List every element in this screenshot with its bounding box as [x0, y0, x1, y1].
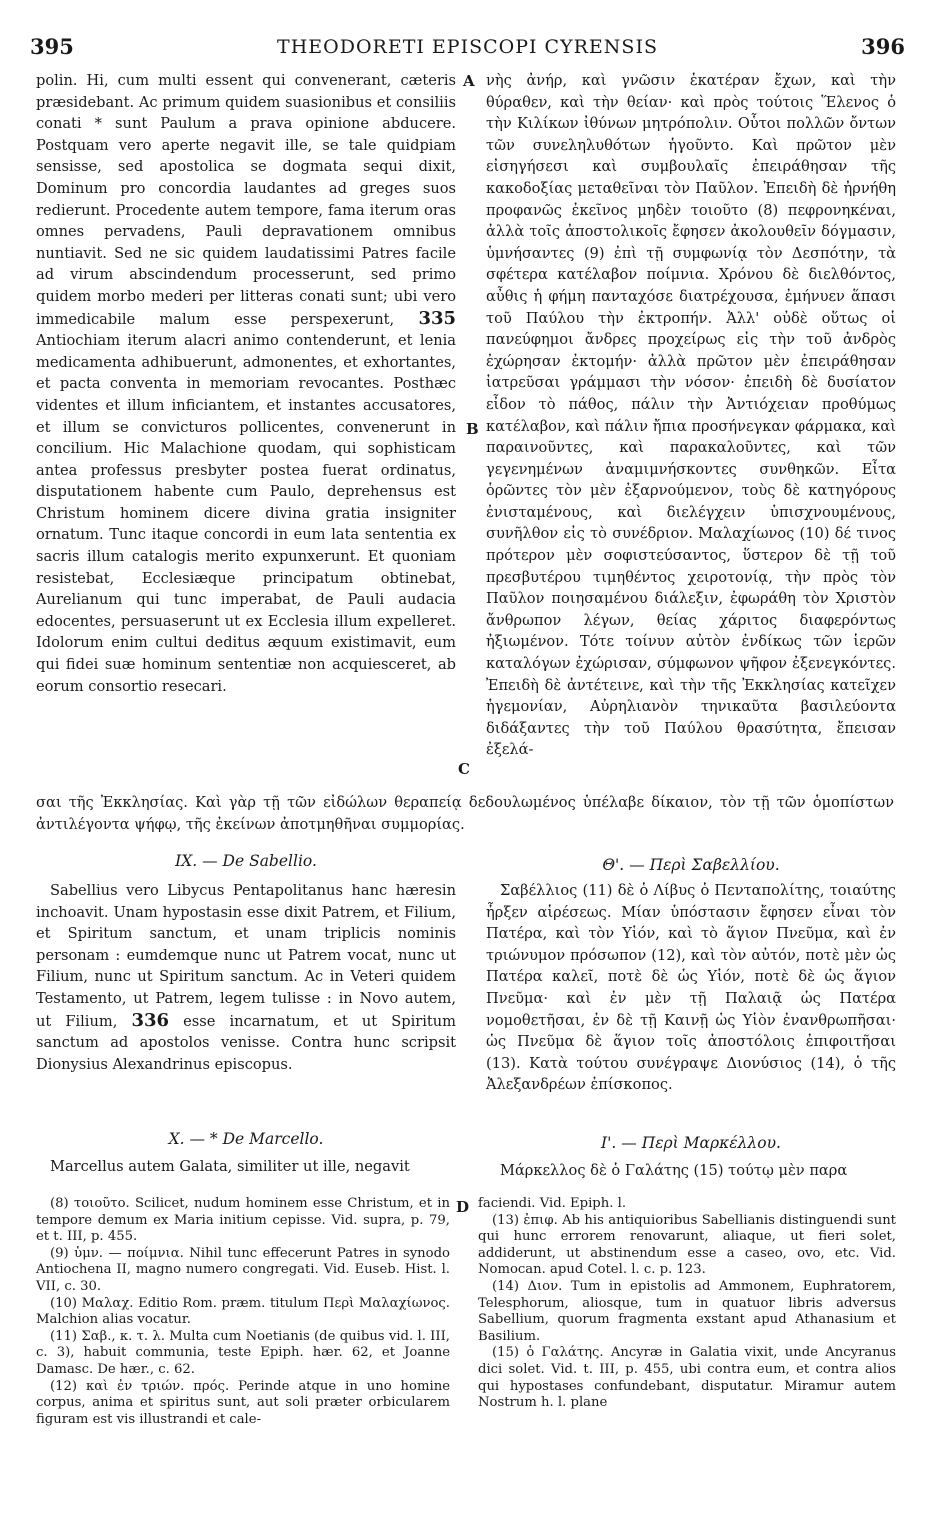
latin-main-text-1: polin. Hi, cum multi essent qui convenerant, cæteris præsidebant. Ac primum quidem suasionibus et consiliis conati * sunt Paulum a prava opinione abducere. Postquam vero aperte negavit ille, se tale quidpiam sensisse, sed apostolica se dogmata sequi dixit, Dominum pro concordia laudantes ad greges suos redierunt. Procedente autem tempore, fama iterum oras omnes pervadens, Pauli depravationem omnibus nuntiavit. Sed ne sic quidem laudatissimi Patres facile ad virum abscindendum processerunt, sed primo quidem morbo mederi per litteras conati sunt; ubi vero immedicabile malum esse perspexerunt, — [36, 72, 456, 328]
right-page-number: 396 — [861, 34, 905, 59]
latin-section-9-title: IX. — De Sabellio. — [175, 852, 317, 870]
running-title: THEODORETI EPISCOPI CYRENSIS — [277, 36, 658, 58]
footnote-11: (11) Σαβ., κ. τ. λ. Multa cum Noetianis (de quibus vid. l. III, c. 3), habuit communia, teste Epiph. hær. 62, et Joanne Damasc. De hær., c. 62. — [36, 1328, 450, 1377]
latin-main-text-2: Antiochiam iterum alacri animo contenderunt, et lenia medicamenta adhibuerunt, admonentes, et exhortantes, et pacta conventa in memoriam revocantes. Posthæc videntes et illum inficiantem, et instantes accusatores, et illum se convicturos pollicentes, convenerunt in concilium. Hic Malachione quodam, qui sophisticam antea professus presbyter postea fuerat ordinatus, disputationem habente cum Paulo, deprehensus est Christum hominem dicere divina gratia insigniter ornatum. Tunc itaque concordi in eum lata sententia ex sacris illum catalogis merito expunxerunt. Et quoniam resistebat, Ecclesiæque principatum obtinebat, Aurelianum qui tunc imperabat, de Pauli audacia edocentes, persuaserunt ut ex Ecclesia illum expelleret. Idolorum enim cultui deditus æquum existimavit, eum qui fidei suæ hominum sententiæ non acquiesceret, ab eorum consortio resecari. — [36, 332, 456, 695]
footnote-12: (12) καὶ ἐν τριών. πρός. Perinde atque in uno homine corpus, anima et spiritus sunt, aut soli præter orbicularem figuram est vis illustrandi et cale- — [36, 1378, 450, 1427]
latin-sabellius-paragraph: Sabellius vero Libycus Pentapolitanus hanc hæresin inchoavit. Unam hypostasin esse dixit Patrem, et Filium, et Spiritum sanctum, et unam triplicis nominis personam : eumdemque nunc ut Patrem vocat, nunc ut Filium, nunc ut Spiritum sanctum. Ac in Veteri quidem Testamento, ut Patrem, legem tulisse : in Novo autem, ut Filium, 336 esse incarnatum, et ut Spiritum sanctum ad apostolos venisse. Contra hunc scripsit Dionysius Alexandrinus episcopus. — [36, 882, 456, 1073]
column-marker-b: B — [466, 420, 479, 438]
latin-main-paragraph — [36, 70, 456, 697]
left-page-number: 395 — [30, 34, 74, 59]
page-header — [30, 34, 905, 64]
column-number-335: 335 — [418, 307, 457, 329]
greek-section-10-title: Ι'. — Περὶ Μαρκέλλου. — [601, 1134, 781, 1152]
footnotes-left — [36, 1196, 450, 1428]
column-number-336: 336 — [131, 1009, 170, 1031]
greek-section-9-title: Θ'. — Περὶ Σαβελλίου. — [602, 856, 780, 874]
latin-section-10-text: Marcellus autem Galata, similiter ut ille, negavit — [50, 1158, 410, 1175]
column-marker-a: A — [463, 72, 475, 90]
greek-main-column — [486, 70, 896, 761]
footnote-15: (15) ὁ Γαλάτης. Ancyræ in Galatia vixit, unde Ancyranus dici solet. Vid. t. III, p. 455, ubi contra eum, et contra alios qui hypostases confundebant, disputatur. Miramur autem Nostrum h. l. plane — [478, 1345, 896, 1411]
greek-section-9-text — [486, 880, 896, 1096]
footnote-12-continuation: faciendi. Vid. Epiph. l. — [478, 1196, 627, 1211]
footnote-8: (8) τοιοῦτο. Scilicet, nudum hominem esse Christum, et in tempore demum ex Maria initium cepisse. Vid. supra, p. 79, et t. III, p. 455. — [36, 1196, 450, 1245]
footnote-10: (10) Μαλαχ. Editio Rom. præm. titulum Περὶ Μαλαχίωνος. Malchion alias vocatur. — [36, 1295, 450, 1328]
greek-main-paragraph: νὴς ἀνήρ, καὶ γνῶσιν ἑκατέραν ἔχων, καὶ τὴν θύραθεν, καὶ τὴν θείαν· καὶ πρὸς τούτοις Ἕλενος ὁ τὴν Κιλίκων ἰθύνων μητρόπολιν. Οὗτοι πολλῶν ὄντων τῶν συνεληλυθότων ἡγοῦντο. Καὶ πρῶτον μὲν εἰσηγήσεσι καὶ συμβουλαῖς ἐπειράθησαν τῆς κακοδοξίας μεταθεῖναι τὸν Παῦλον. Ἐπειδὴ δὲ ἠρνήθη προφανῶς ἐκεῖνος μηδὲν τοιοῦτο (8) πεφρονηκέναι, ἀλλὰ τοῖς ἀποστολικοῖς ἔφησεν ἀκολουθεῖν δόγμασιν, ὑμνήσαντες (9) ἐπὶ τῇ συμφωνίᾳ τὸν Δεσπότην, τὰ σφέτερα κατέλαβον ποίμνια. Χρόνου δὲ διελθόντος, αὖθις ἡ φήμη πανταχόσε διατρέχουσα, ἐμήνυεν ἅπασι τοῦ Παύλου τὴν ἐκτροπήν. Ἀλλ' οὐδὲ οὕτως οἱ πανεύφημοι ἄνδρες προχείρως εἰς τὴν τοῦ ἀνδρὸς ἐχώρησαν ἐκτομήν· ἀλλὰ πρῶτον μὲν ἐπειράθησαν ἰατρεῦσαι γράμμασι τὴν νόσον· ἐπειδὴ δὲ δυσίατον εἶδον τὸ πάθος, πάλιν τὴν Ἀντιόχειαν προθύμως κατέλαβον, καὶ πάλιν ἤπια προσήνεγκαν φάρμακα, καὶ παραινοῦντες, καὶ παρακαλοῦντες, καὶ τῶν γεγενημένων ἀναμιμνήσκοντες συνθηκῶν. Εἶτα ὁρῶντες τὸν μὲν ἐξαρνούμενον, τοὺς δὲ κατηγόρους ἐνισταμένους, καὶ διελέγχειν ὑπισχνουμένους, συνῆλθον εἰς τὸ συνέδριον. Μαλαχίωνος (10) δέ τινος πρότερον μὲν σοφιστεύσαντος, ὕστερον δὲ τῇ τοῦ πρεσβυτέρου τιμηθέντος χειροτονίᾳ, τὴν πρὸς τὸν Παῦλον ποιησαμένου διάλεξιν, ἐφωράθη τὸν Χριστὸν ἄνθρωπον λέγων, θείας χάριτος διαφερόντως ἠξιωμένον. Τότε τοίνυν αὐτὸν ἐνδίκως τῶν ἱερῶν καταλόγων ἐχώρισαν, σύμφωνον ψῆφον ἐξενεγκόντες. Ἐπειδὴ δὲ ἀντέτεινε, καὶ τὴν τῆς Ἐκκλησίας κατεῖχεν ἡγεμονίαν, Αὐρηλιανὸν τηνικαῦτα βασιλεύοντα διδάξαντες τὴν τοῦ Παύλου θρασύτητα, ἔπεισαν ἐξελά- — [486, 72, 896, 759]
footnotes-right — [478, 1196, 896, 1412]
greek-continuation: σαι τῆς Ἐκκλησίας. Καὶ γὰρ τῇ τῶν εἰδώλων θεραπείᾳ δεδουλωμένος ὑπέλαβε δίκαιον, τὸν τῇ τῶν ὁμοπίστων ἀντιλέγοντα ψήφῳ, τῆς ἐκείνων ἀποτμηθῆναι συμμορίας. — [36, 794, 894, 833]
greek-sabellius-paragraph: Σαβέλλιος (11) δὲ ὁ Λίβυς ὁ Πενταπολίτης, τοιαύτης ἦρξεν αἱρέσεως. Μίαν ὑπόστασιν ἔφησεν εἶναι τὸν Πατέρα, καὶ τὸν Υἱόν, καὶ τὸ ἅγιον Πνεῦμα, καὶ ἐν τριώνυμον πρόσωπον (12), καὶ τὸν αὐτόν, ποτὲ μὲν ὡς Πατέρα καλεῖ, ποτὲ δὲ ὡς Υἱόν, ποτὲ δὲ ὡς ἅγιον Πνεῦμα· καὶ ἐν μὲν τῇ Παλαιᾷ ὡς Πατέρα νομοθετῆσαι, ἐν δὲ τῇ Καινῇ ὡς Υἱὸν ἐνανθρωπῆσαι· ὡς Πνεῦμα δὲ ἅγιον τοῖς ἀποστόλοις ἐπιφοιτῆσαι (13). Κατὰ τούτου συνέγραψε Διονύσιος (14), ὁ τῆς Ἀλεξανδρέων ἐπίσκοπος. — [486, 882, 896, 1094]
footnote-9: (9) ὑμν. — ποίμνια. Nihil tunc effecerunt Patres in synodo Antiochena II, magno numero congregati. Vid. Euseb. Hist. l. VII, c. 30. — [36, 1245, 450, 1294]
latin-section-9-text — [36, 880, 456, 1075]
column-marker-d: D — [456, 1198, 470, 1216]
greek-section-10-text: Μάρκελλος δὲ ὁ Γαλάτης (15) τούτῳ μὲν παρα — [500, 1162, 848, 1179]
column-marker-c: C — [458, 760, 470, 778]
latin-main-column — [36, 70, 456, 697]
footnote-13: (13) ἐπιφ. Ab his antiquioribus Sabellianis distinguendi sunt qui hunc errorem renovarunt, aliaque, ut fieri solet, addiderunt, ut abstinendum esse a caseo, ovo, etc. Vid. Nomocan. apud Cotel. l. c. p. 123. — [478, 1212, 896, 1278]
footnote-14: (14) Διον. Tum in epistolis ad Ammonem, Euphratorem, Telesphorum, aliosque, tum in quatuor libris adversus Sabellium, quorum fragmenta exstant apud Athanasium et Basilium. — [478, 1278, 896, 1344]
latin-section-10-title: X. — * De Marcello. — [168, 1130, 324, 1148]
greek-full-width-text — [36, 792, 894, 836]
